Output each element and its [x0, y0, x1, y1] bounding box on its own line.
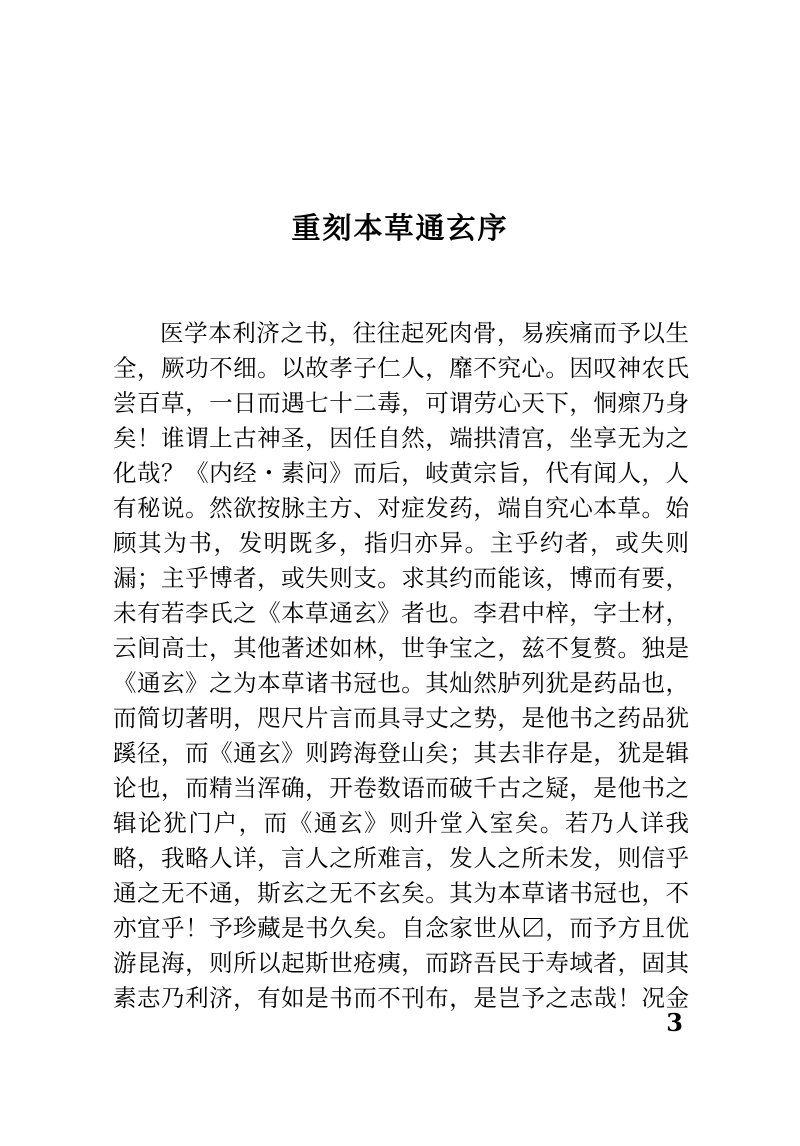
text-line: 漏；主乎博者，或失则支。求其约而能该，博而有要，: [113, 564, 689, 592]
text-line: 矣！谁谓上古神圣，因任自然，端拱清宫，坐享无为之: [113, 424, 689, 452]
text-line: 全，厥功不细。以故孝子仁人，靡不究心。因叹神农氏: [113, 354, 689, 382]
text-line: 有秘说。然欲按脉主方、对症发药，端自究心本草。始: [113, 494, 689, 522]
text-line: 云间高士，其他著述如林，世争宝之，兹不复赘。独是: [113, 634, 689, 662]
text-line: 《通玄》之为本草诸书冠也。其灿然胪列犹是药品也，: [113, 669, 689, 697]
text-line: 顾其为书，发明既多，指归亦异。主乎约者，或失则: [113, 529, 689, 557]
page-title: 重刻本草通玄序: [291, 211, 509, 245]
text-line: 而简切著明，咫尺片言而具寻丈之势，是他书之药品犹: [113, 704, 689, 732]
text-line: 蹊径，而《通玄》则跨海登山矣；其去非存是，犹是辑: [113, 739, 689, 767]
text-line: 通之无不通，斯玄之无不玄矣。其为本草诸书冠也，不: [113, 879, 689, 907]
text-line: 略，我略人详，言人之所难言，发人之所未发，则信乎: [113, 844, 689, 872]
text-line: 未有若李氏之《本草通玄》者也。李君中梓，字士材，: [113, 599, 689, 627]
text-line: 素志乃利济，有如是书而不刊布，是岂予之志哉！况金: [113, 984, 689, 1012]
text-line: 化哉？《内经・素问》而后，岐黄宗旨，代有闻人，人: [113, 459, 689, 487]
text-line: 亦宜乎！予珍藏是书久矣。自念家世从〼，而予方且优: [113, 914, 689, 942]
text-line: 论也，而精当浑确，开卷数语而破千古之疑，是他书之: [113, 774, 689, 802]
page-number: 3: [666, 1008, 683, 1037]
text-line: 辑论犹门户，而《通玄》则升堂入室矣。若乃人详我: [113, 809, 689, 837]
text-line: 游昆海，则所以起斯世疮痍，而跻吾民于寿域者，固其: [113, 949, 689, 977]
text-line: 尝百草，一日而遇七十二毒，可谓劳心天下，恫瘝乃身: [113, 389, 689, 417]
text-line: 医学本利济之书，往往起死肉骨，易疾痛而予以生: [160, 319, 689, 347]
preface-body: [113, 316, 689, 1016]
